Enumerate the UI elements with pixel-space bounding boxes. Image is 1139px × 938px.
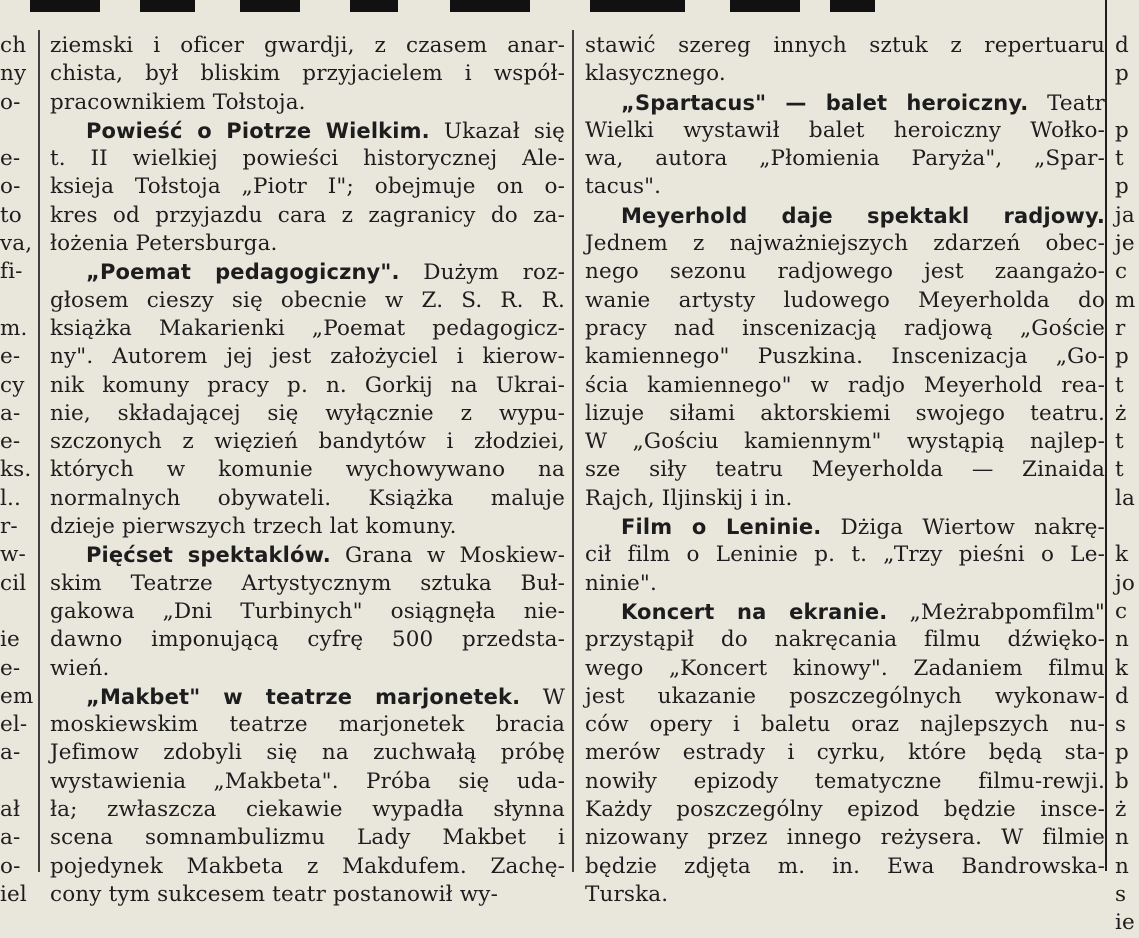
text-line [585,287,1105,315]
fragment-line [0,768,30,796]
right-edge-column [1115,32,1139,938]
fragment-line: p [1115,174,1129,200]
fragment-line: s [1115,881,1127,907]
fragment-line [0,287,30,315]
article-heading: Koncert na ekranie. [621,599,888,624]
text-line [585,626,1105,654]
fragment-line: fi- [0,259,23,285]
text-line [585,32,1105,60]
text-line [50,881,565,909]
column-rule [572,30,574,872]
text-line [585,428,1105,456]
fragment-line: p [1115,344,1129,370]
fragment-line: a- [0,400,21,426]
text-line [585,853,1105,881]
fragment-line: e- [0,344,21,370]
fragment-line: ie [1115,910,1135,936]
body-text: t. II wielkiej powieści historycznej Ale- [50,146,565,172]
fragment-line: ż [1115,797,1127,823]
text-line [50,796,565,824]
body-text: głosem cieszy się obecnie w Z. S. R. R. [50,287,565,313]
text-line [50,456,565,484]
fragment-line: e- [0,655,21,681]
article-heading: Meyerhold daje spektakl radjowy. [621,203,1105,228]
fragment-line: o- [0,174,21,200]
fragment-line [0,598,30,626]
text-line [585,456,1105,484]
fragment-line: b [1115,768,1129,794]
text-line [585,343,1105,371]
body-text: przystąpił do nakręcania filmu dźwięko- [585,627,1105,653]
fragment-line: w- [0,542,26,568]
fragment-line: va, [0,231,33,257]
article-heading: „Spartacus" — balet heroiczny. [621,90,1029,115]
text-line [50,598,565,626]
body-text: wa, autora „Płomienia Paryża", „Spar- [585,146,1105,172]
article-column-1 [50,32,565,909]
body-text: nego sezonu radjowego jest zaangażo- [585,259,1105,285]
body-text: nie, składającej się wyłącznie z wypu- [50,400,565,426]
fragment-line: p [1115,61,1129,87]
text-line [50,173,565,201]
body-text: Teatr [1028,90,1105,116]
fragment-line: c [1115,259,1128,285]
fragment-line: a- [0,825,21,851]
fragment-line: ch [0,33,27,58]
body-text: lizuje siłami aktorskiemi swojego teatru. [585,400,1105,426]
text-line [50,626,565,654]
body-text: Turska. [585,881,669,907]
text-line [585,258,1105,286]
fragment-line: e- [0,146,21,172]
body-text: moskiewskim teatrze marjonetek bracia [50,712,565,738]
fragment-line: p [1115,117,1129,143]
fragment-line: e- [0,429,21,455]
text-line [50,400,565,428]
body-text: cił film o Leninie p. t. „Trzy pieśni o Le- [585,542,1105,568]
fragment-line [1115,89,1139,117]
text-line [50,428,565,456]
body-text: ła; zwłaszcza ciekawie wypadła słynna [50,797,565,823]
body-text: wień. [50,655,110,681]
text-line [50,824,565,852]
fragment-line: cy [0,372,25,398]
fragment-line: k [1115,542,1129,568]
body-text: nik komuny pracy p. n. Gorkij na Ukrai- [50,372,565,398]
text-line [50,739,565,767]
body-text: kres od przyjazdu cara z zagranicy do za- [50,202,565,228]
fragment-line: ie [0,627,20,653]
fragment-line: t [1115,429,1124,455]
text-line [585,400,1105,428]
body-text: Rajch, Iljinskij i in. [585,485,793,511]
body-text: wanie artysty ludowego Meyerholda do [585,287,1105,313]
text-line [585,60,1105,88]
body-text: tacus". [585,174,662,200]
fragment-line: r [1115,315,1126,341]
body-text: których w komunie wychowywano na [50,457,565,483]
body-text: dawno imponującą cyfrę 500 przedsta- [50,627,565,653]
article-column-2 [585,32,1105,909]
body-text: Jednem z najważniejszych zdarzeń obec- [585,231,1105,257]
text-line [50,89,565,117]
fragment-line: p [1115,740,1129,766]
body-text: ziemski i oficer gwardji, z czasem anar- [50,33,565,58]
fragment-line: n [1115,627,1129,653]
fragment-line: ja [1115,202,1135,228]
body-text: Dżiga Wiertow nakrę- [821,515,1105,541]
fragment-line: em [0,683,34,709]
text-line [585,711,1105,739]
body-text: Każdy poszczególny epizod będzie insce- [585,797,1105,823]
article-heading-line [585,513,1105,541]
text-line [50,315,565,343]
body-text: jest ukazanie poszczególnych wykonaw- [585,683,1105,709]
body-text: kamiennego" Puszkina. Inscenizacja „Go- [585,344,1105,370]
body-text: klasycznego. [585,61,726,87]
article-heading: „Makbet" w teatrze marjonetek. [86,684,521,709]
body-text: skim Teatrze Artystycznym sztuka Buł- [50,570,565,596]
text-line [585,739,1105,767]
article-heading: „Poemat pedagogiczny". [86,260,400,285]
body-text: pracownikiem Tołstoja. [50,89,306,115]
body-text: szczonych z więzień bandytów i złodziei, [50,429,565,455]
text-line [50,768,565,796]
body-text: Jefimow zdobyli się na zuchwałą próbę [50,740,565,766]
column-rule [1105,0,1107,871]
text-line [50,343,565,371]
body-text: nowiły epizody tematyczne filmu-rewji. [585,768,1105,794]
article-heading-line [50,258,565,286]
text-line [585,570,1105,598]
text-line [585,315,1105,343]
body-text: pracy nad inscenizacją radjową „Goście [585,315,1105,341]
body-text: Dużym roz- [399,260,566,286]
text-line [50,145,565,173]
fragment-line: m [1115,287,1136,313]
fragment-line: n [1115,853,1129,879]
body-text: wystawienia „Makbeta". Próba się uda- [50,768,565,794]
text-line [585,796,1105,824]
fragment-line: o- [0,89,21,115]
body-text: ścia kamiennego" w radjo Meyerhold rea- [585,372,1105,398]
fragment-line: o- [0,853,21,879]
fragment-line: d [1115,33,1129,58]
text-line [585,372,1105,400]
text-line [585,824,1105,852]
text-line [50,202,565,230]
fragment-line: el- [0,712,28,738]
text-line [50,485,565,513]
body-text: scena somnambulizmu Lady Makbet i [50,825,565,851]
fragment-line: t [1115,457,1124,483]
text-line [50,32,565,60]
body-text: ców opery i baletu oraz najlepszych nu- [585,712,1105,738]
fragment-line: s [1115,712,1127,738]
article-heading: Powieść o Piotrze Wielkim. [86,118,430,143]
body-text: pojedynek Makbeta z Makdufem. Zachę- [50,853,565,879]
fragment-line: n [1115,825,1129,851]
body-text: ninie". [585,570,657,596]
fragment-line: iel [0,881,27,907]
body-text: wego „Koncert kinowy". Zadaniem filmu [585,655,1105,681]
fragment-line [0,117,30,145]
text-line [50,853,565,881]
fragment-line: t [1115,372,1124,398]
text-line [585,117,1105,145]
article-heading-line [585,202,1105,230]
text-line [585,683,1105,711]
fragment-line: cil [0,570,27,596]
text-line [585,768,1105,796]
fragment-line: je [1115,231,1135,257]
text-line [585,145,1105,173]
text-line [50,570,565,598]
article-heading-line [50,117,565,145]
article-heading-line [585,598,1105,626]
text-line [585,541,1105,569]
fragment-line: a- [0,740,21,766]
body-text: książka Makarienki „Poemat pedagogicz- [50,315,565,341]
body-text: Ukazał się [429,118,565,144]
text-line [50,711,565,739]
body-text: ny". Autorem jej jest założyciel i kierow- [50,344,565,370]
fragment-line: k [1115,655,1129,681]
body-text: sze siły teatru Meyerholda — Zinaida [585,457,1105,483]
article-heading-line [50,541,565,569]
body-text: będzie zdjęta m. in. Ewa Bandrowska- [585,853,1105,879]
fragment-line: t [1115,146,1124,172]
text-line [50,513,565,541]
article-heading-line [585,89,1105,117]
text-line [50,655,565,683]
body-text: cony tym sukcesem teatr postanowił wy- [50,881,498,907]
fragment-line: d [1115,683,1129,709]
body-text: ksieja Tołstoja „Piotr I"; obejmuje on o- [50,174,565,200]
body-text: merów estrady i cyrku, które będą sta- [585,740,1105,766]
body-text: W [520,684,565,710]
fragment-line: c [1115,598,1128,624]
fragment-line: r- [0,514,18,540]
body-text: Grana w Moskiew- [330,543,565,569]
text-line [585,881,1105,909]
fragment-line [1115,513,1139,541]
text-line [585,173,1105,201]
body-text: gakowa „Dni Turbinych" osiągnęła nie- [50,598,565,624]
fragment-line: ny [0,61,27,87]
fragment-line: ał [0,797,21,823]
fragment-line: to [0,202,22,228]
fragment-line: ks. [0,457,32,483]
text-line [585,230,1105,258]
fragment-line: ż [1115,400,1127,426]
text-line [50,230,565,258]
body-text: normalnych obywateli. Książka maluje [50,485,565,511]
text-line [585,655,1105,683]
body-text: „Meżrabpomfilm" [887,599,1105,625]
body-text: Wielki wystawił balet heroiczny Wołko- [585,117,1105,143]
body-text: nizowany przez innego reżysera. W filmie [585,825,1105,851]
article-heading: Pięćset spektaklów. [86,543,331,568]
masthead-fragment [30,0,890,8]
left-edge-column [0,32,34,909]
text-line [50,372,565,400]
fragment-line: m. [0,315,28,341]
column-rule [38,30,40,872]
fragment-line: l.. [0,485,21,511]
text-line [50,287,565,315]
fragment-line: la [1115,485,1135,511]
fragment-line: jo [1115,570,1135,596]
body-text: łożenia Petersburga. [50,231,278,257]
article-heading: Film o Leninie. [621,515,822,540]
article-heading-line [50,683,565,711]
text-line [50,60,565,88]
body-text: W „Gościu kamiennym" wystąpią najlep- [585,429,1105,455]
body-text: chista, był bliskim przyjacielem i współ- [50,61,565,87]
body-text: dzieje pierwszych trzech lat komuny. [50,514,457,540]
text-line [585,485,1105,513]
body-text: stawić szereg innych sztuk z repertuaru [585,33,1105,58]
